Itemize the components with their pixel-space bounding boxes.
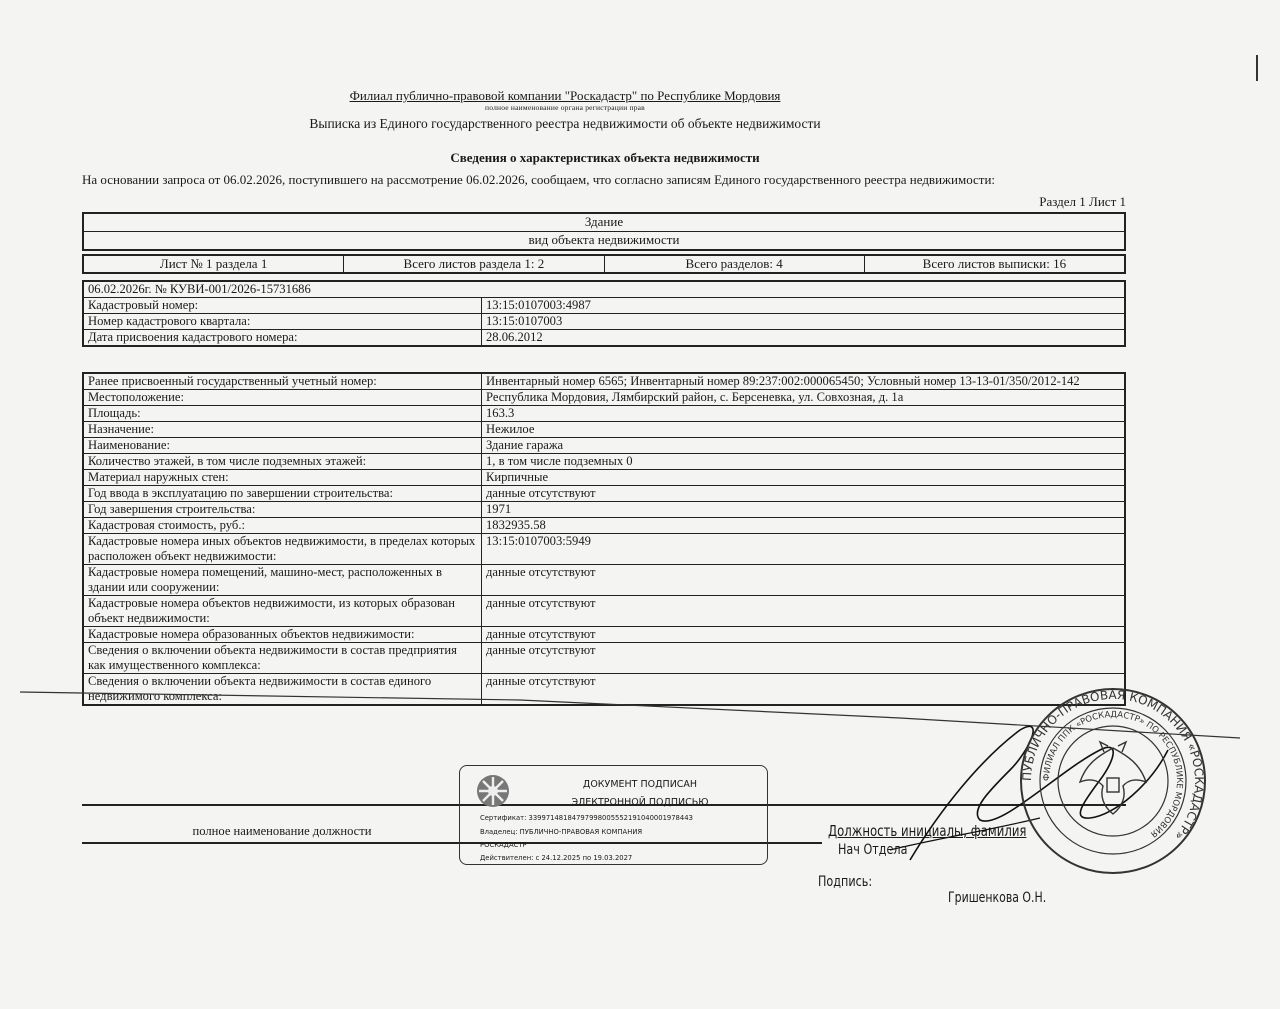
sections-total: Всего разделов: 4	[604, 256, 864, 272]
sheets-in-section: Всего листов раздела 1: 2	[343, 256, 603, 272]
row-label: Сведения о включении объекта недвижимости в состав предприятия как имущественного комплекса:	[83, 643, 482, 674]
row-value: данные отсутствуют	[482, 674, 1126, 706]
object-type-caption: вид объекта недвижимости	[84, 231, 1124, 249]
eagle-emblem-icon	[1080, 742, 1146, 814]
row-label: Назначение:	[83, 422, 482, 438]
row-value: данные отсутствуют	[482, 643, 1126, 674]
row-label: Наименование:	[83, 438, 482, 454]
row-value: Здание гаража	[482, 438, 1126, 454]
official-stamp	[1018, 686, 1208, 876]
row-label: Год ввода в эксплуатацию по завершении строительства:	[83, 486, 482, 502]
record-number-row	[83, 281, 1125, 298]
row-label: Площадь:	[83, 406, 482, 422]
table-row	[83, 406, 1125, 422]
table-row	[83, 422, 1125, 438]
table-row	[83, 390, 1125, 406]
table-row	[83, 330, 1125, 347]
table-row	[83, 454, 1125, 470]
row-label: Местоположение:	[83, 390, 482, 406]
row-label: Кадастровые номера иных объектов недвижимости, в пределах которых расположен объект недвижимости:	[83, 534, 482, 565]
row-value: данные отсутствуют	[482, 627, 1126, 643]
sheet-number: Лист № 1 раздела 1	[159, 256, 268, 271]
table-row	[83, 502, 1125, 518]
org-name: Филиал публично-правовой компании "Роскадастр" по Республике Мордовия	[349, 88, 781, 103]
row-label: Кадастровая стоимость, руб.:	[83, 518, 482, 534]
sheets-total: Всего листов выписки: 16	[864, 256, 1124, 272]
object-type-box	[82, 212, 1126, 251]
section-title: Сведения о характеристиках объекта недвижимости	[450, 150, 760, 165]
electronic-signature-stamp	[459, 765, 768, 865]
row-label: Номер кадастрового квартала:	[83, 314, 482, 330]
row-value: данные отсутствуют	[482, 486, 1126, 502]
position-value: Нач Отдела	[838, 842, 908, 858]
svg-text:ПУБЛИЧНО-ПРАВОВАЯ КОМПАНИЯ «РО: ПУБЛИЧНО-ПРАВОВАЯ КОМПАНИЯ «РОСКАДАСТР»	[1019, 687, 1207, 843]
table-row	[83, 518, 1125, 534]
row-value: 28.06.2012	[482, 330, 1126, 347]
row-label: Ранее присвоенный государственный учетный номер:	[83, 373, 482, 390]
row-value: 13:15:0107003:4987	[482, 298, 1126, 314]
table-row	[83, 486, 1125, 502]
table-row	[83, 470, 1125, 486]
table-row	[83, 643, 1125, 674]
table-row	[83, 373, 1125, 390]
details-table	[82, 372, 1126, 706]
row-value: Кирпичные	[482, 470, 1126, 486]
ecp-owner: Владелец: ПУБЛИЧНО-ПРАВОВАЯ КОМПАНИЯ	[480, 828, 643, 836]
ecp-certificate: Сертификат: 3399714818479799800555219104000197844З	[480, 814, 693, 822]
table-row	[83, 438, 1125, 454]
row-value: 1971	[482, 502, 1126, 518]
sheet-info-row	[82, 254, 1126, 274]
basis-text: На основании запроса от 06.02.2026, поступившего на рассмотрение 06.02.2026, сообщаем, что согласно записям Единого государственного реестра недвижимости:	[82, 172, 996, 187]
sign-label: Подпись:	[818, 874, 873, 890]
ecp-title-2: ЭЛЕКТРОННОЙ ПОДПИСЬЮ	[571, 797, 709, 808]
row-value: 13:15:0107003:5949	[482, 534, 1126, 565]
record-table	[82, 280, 1126, 347]
svg-text:ФИЛИАЛ ППК «РОСКАДАСТР» ПО РЕС: ФИЛИАЛ ППК «РОСКАДАСТР» ПО РЕСПУБЛИКЕ МОРДОВИЯ	[1041, 709, 1185, 839]
row-label: Год завершения строительства:	[83, 502, 482, 518]
row-label: Дата присвоения кадастрового номера:	[83, 330, 482, 347]
document-title: Выписка из Единого государственного реестра недвижимости об объекте недвижимости	[309, 116, 821, 131]
table-row	[83, 314, 1125, 330]
ecp-validity: Действителен: с 24.12.2025 по 19.03.2027	[480, 854, 633, 862]
row-label: Кадастровые номера помещений, машино-мест, расположенных в здании или сооружении:	[83, 565, 482, 596]
row-value: 163.3	[482, 406, 1126, 422]
section-page: Раздел 1 Лист 1	[1039, 194, 1126, 209]
ecp-owner-2: РОСКАДАСТР	[480, 841, 527, 849]
row-value: Инвентарный номер 6565; Инвентарный номер 89:237:002:000065450; Условный номер 13-13-01/350/2012-142	[482, 373, 1126, 390]
record-number: 06.02.2026г. № КУВИ-001/2026-15731686	[83, 281, 1125, 298]
row-value: данные отсутствуют	[482, 596, 1126, 627]
table-row	[83, 534, 1125, 565]
row-label: Кадастровые номера образованных объектов недвижимости:	[83, 627, 482, 643]
scan-edge-mark	[1256, 55, 1258, 81]
row-label: Количество этажей, в том числе подземных этажей:	[83, 454, 482, 470]
table-row	[83, 565, 1125, 596]
row-value: Республика Мордовия, Лямбирский район, с. Берсеневка, ул. Совхозная, д. 1а	[482, 390, 1126, 406]
org-caption: полное наименование органа регистрации прав	[485, 103, 645, 112]
row-value: Нежилое	[482, 422, 1126, 438]
row-label: Кадастровые номера объектов недвижимости, из которых образован объект недвижимости:	[83, 596, 482, 627]
signer-name: Гришенкова О.Н.	[948, 890, 1047, 906]
row-value: 1832935.58	[482, 518, 1126, 534]
row-value: данные отсутствуют	[482, 565, 1126, 596]
row-label: Материал наружных стен:	[83, 470, 482, 486]
object-type-value: Здание	[584, 214, 624, 229]
row-value: 13:15:0107003	[482, 314, 1126, 330]
row-value: 1, в том числе подземных 0	[482, 454, 1126, 470]
row-label: Сведения о включении объекта недвижимости в состав единого недвижимого комплекса:	[83, 674, 482, 706]
table-row	[83, 298, 1125, 314]
table-row	[83, 596, 1125, 627]
position-label: полное наименование должности	[192, 824, 372, 838]
ecp-title-1: ДОКУМЕНТ ПОДПИСАН	[582, 779, 698, 790]
row-label: Кадастровый номер:	[83, 298, 482, 314]
fio-label: Должность инициалы, фамилия	[828, 822, 1027, 840]
roskadastr-logo-icon	[475, 773, 511, 809]
table-row	[83, 627, 1125, 643]
